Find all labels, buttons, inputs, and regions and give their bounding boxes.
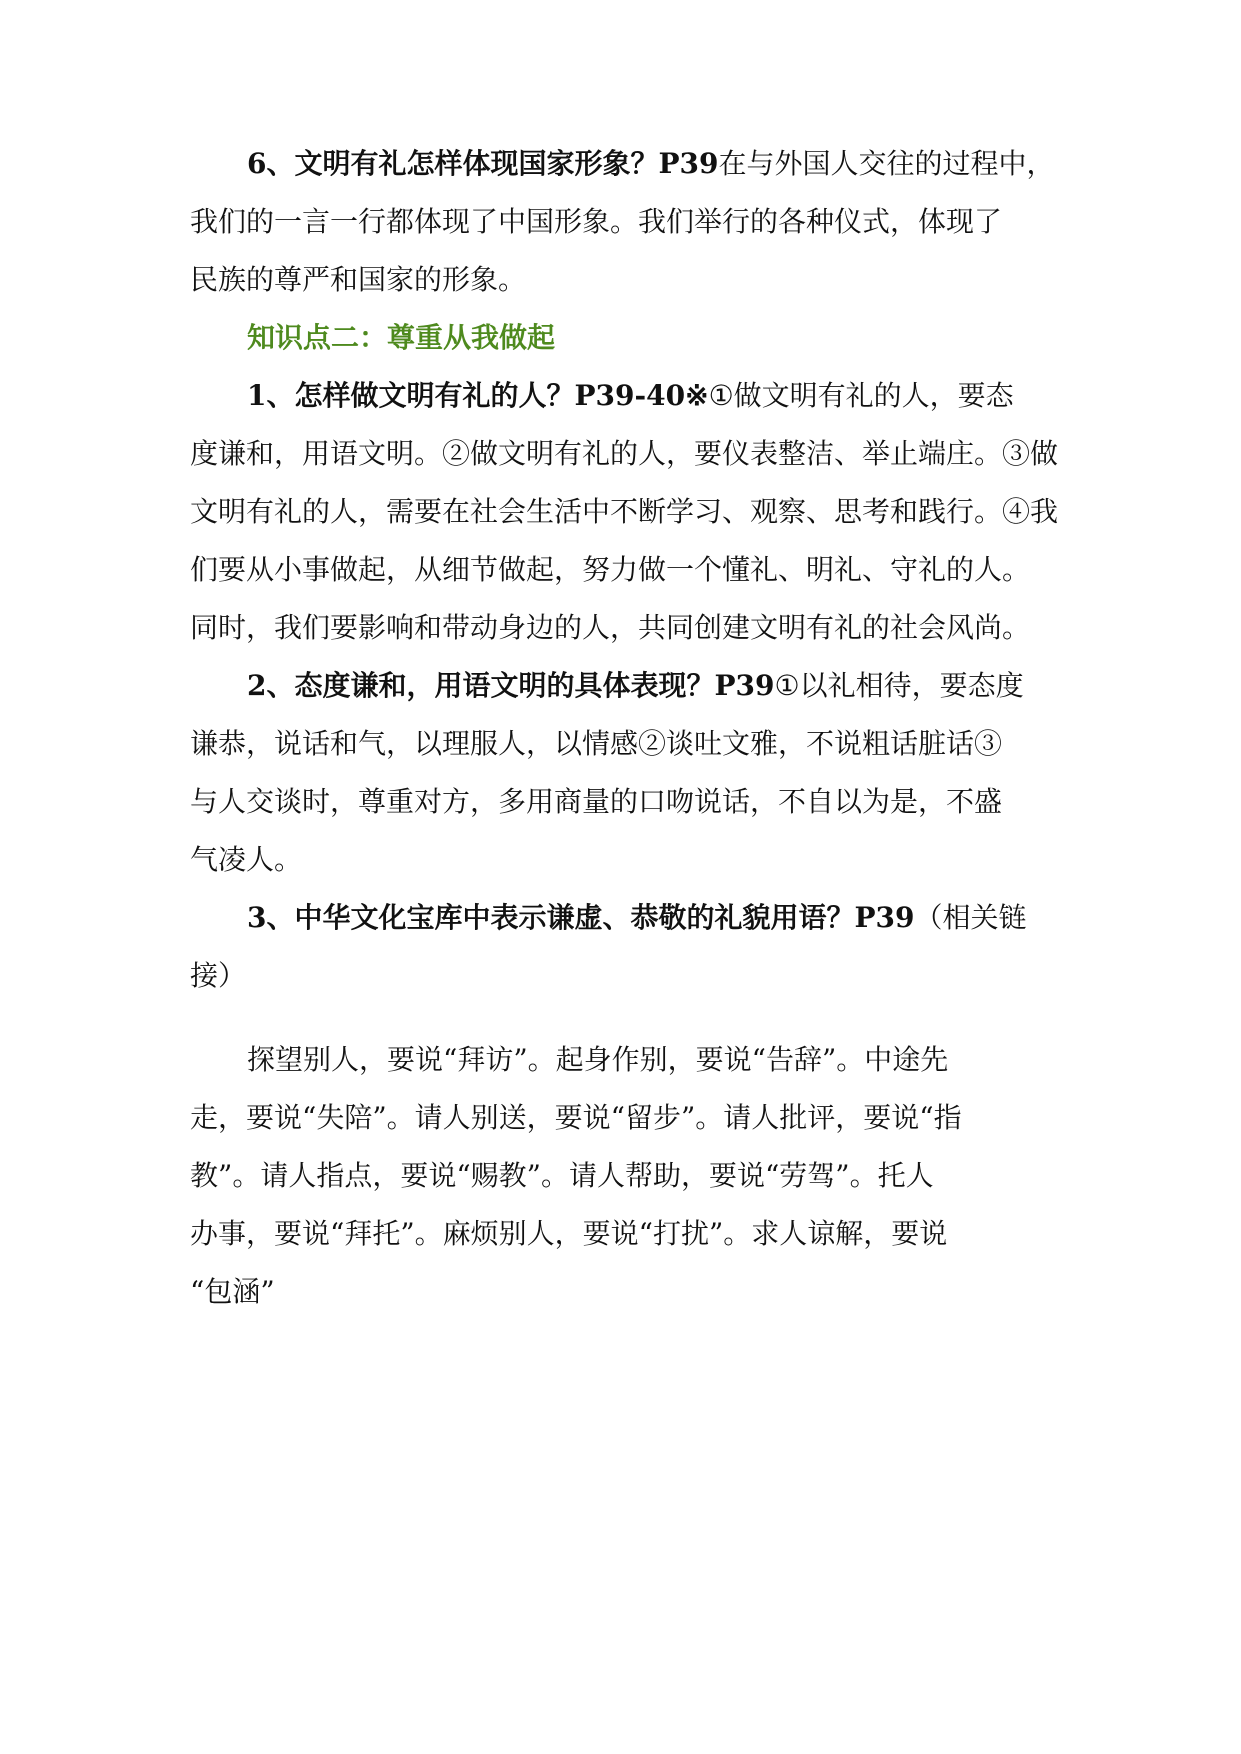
p1-line-2: 度谦和，用语文明。②做文明有礼的人，要仪表整洁、举止端庄。③做	[190, 437, 1059, 470]
p4-line-1: 探望别人，要说“拜访”。起身作别，要说“告辞”。中途先	[247, 1043, 949, 1076]
p1-title: 1、怎样做文明有礼的人？P39-40※	[247, 379, 709, 412]
p2-title: 2、态度谦和，用语文明的具体表现？P39	[247, 669, 775, 702]
q6-text-1: 在与外国人交往的过程中，	[718, 147, 1055, 180]
p3-text-1: （相关链	[914, 901, 1027, 934]
p1-line-5: 同时，我们要影响和带动身边的人，共同创建文明有礼的社会风尚。	[190, 611, 1031, 644]
p3-line-2: 接）	[190, 959, 247, 992]
p2-line-4: 气凌人。	[190, 843, 303, 876]
section-heading: 知识点二：尊重从我做起	[247, 321, 556, 354]
q6-line-2: 我们的一言一行都体现了中国形象。我们举行的各种仪式，体现了	[190, 205, 1003, 238]
p1-line-3: 文明有礼的人，需要在社会生活中不断学习、观察、思考和践行。④我	[190, 495, 1059, 528]
q6-line-3: 民族的尊严和国家的形象。	[190, 263, 527, 296]
p2-text-1: ①以礼相待，要态度	[774, 669, 1024, 702]
q6-title: 6、文明有礼怎样体现国家形象？P39	[247, 147, 719, 180]
q6-line-1	[247, 144, 1060, 184]
p1-line-4: 们要从小事做起，从细节做起，努力做一个懂礼、明礼、守礼的人。	[190, 553, 1031, 586]
p2-line-2: 谦恭，说话和气，以理服人，以情感②谈吐文雅，不说粗话脏话③	[190, 727, 1003, 760]
p4-line-4: 办事，要说“拜托”。麻烦别人，要说“打扰”。求人谅解，要说	[190, 1217, 948, 1250]
p4-line-2: 走，要说“失陪”。请人别送，要说“留步”。请人批评，要说“指	[190, 1101, 962, 1134]
p1-line-1	[247, 376, 1060, 416]
p2-line-3: 与人交谈时，尊重对方，多用商量的口吻说话，不自以为是，不盛	[190, 785, 1003, 818]
p3-line-1	[247, 898, 1060, 938]
p4-line-5: “包涵”	[190, 1275, 275, 1308]
p4-line-3: 教”。请人指点，要说“赐教”。请人帮助，要说“劳驾”。托人	[190, 1159, 934, 1192]
p2-line-1	[247, 666, 1060, 706]
p1-text-1: ①做文明有礼的人，要态	[708, 379, 1014, 412]
p3-title: 3、中华文化宝库中表示谦虚、恭敬的礼貌用语？P39	[247, 901, 915, 934]
